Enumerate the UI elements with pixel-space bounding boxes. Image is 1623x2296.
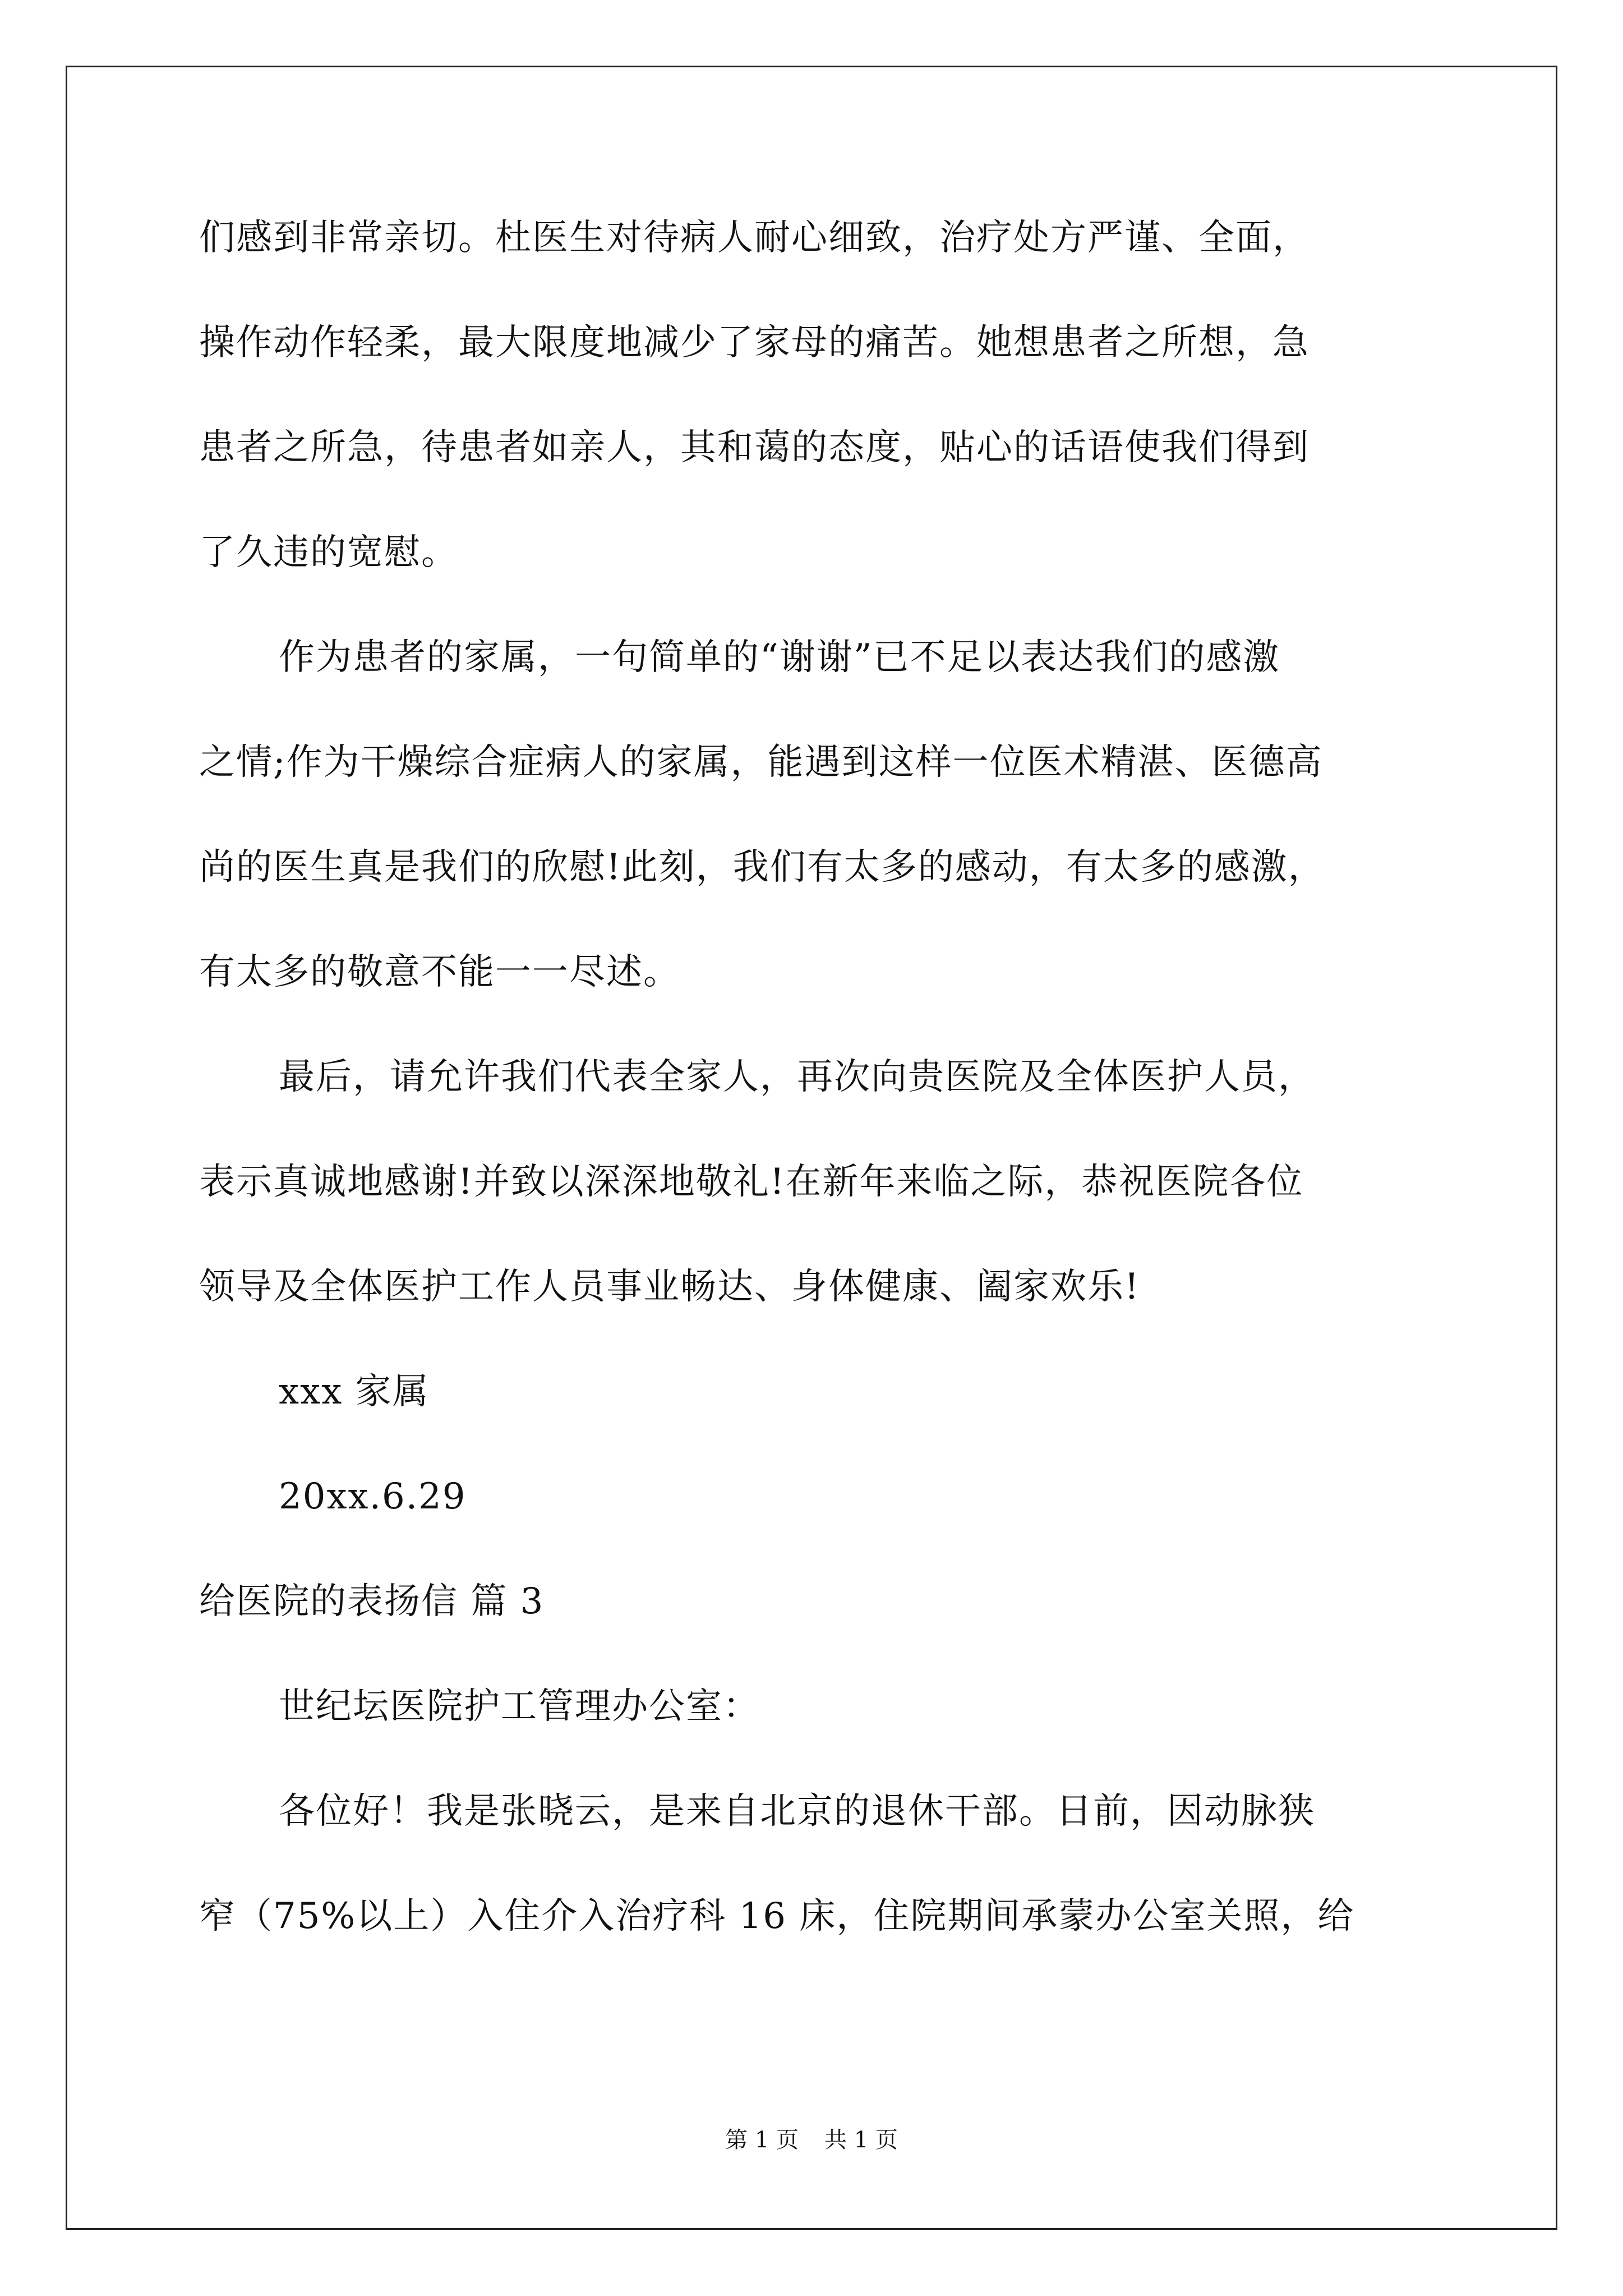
- body-line-4: 了久违的宽慰。: [199, 532, 458, 573]
- body-line-16: 各位好！我是张晓云，是来自北京的退休干部。日前，因动脉狭: [279, 1791, 1315, 1832]
- body-line-3: 患者之所急，待患者如亲人，其和蔼的态度，贴心的话语使我们得到: [199, 427, 1310, 468]
- signature-line: xxx 家属: [279, 1371, 430, 1412]
- body-line-7: 尚的医生真是我们的欣慰!此刻，我们有太多的感动，有太多的感激，: [199, 846, 1325, 888]
- page-footer: [0, 2129, 1623, 2151]
- body-line-11: 领导及全体医护工作人员事业畅达、身体健康、阖家欢乐!: [199, 1266, 1140, 1308]
- body-line-1: 们感到非常亲切。杜医生对待病人耐心细致，治疗处方严谨、全面，: [199, 217, 1310, 259]
- body-line-8: 有太多的敬意不能一一尽述。: [199, 951, 680, 993]
- body-line-2: 操作动作轻柔，最大限度地减少了家母的痛苦。她想患者之所想，急: [199, 322, 1310, 364]
- page-total: 共 1 页: [824, 2127, 898, 2153]
- salutation-line: 世纪坛医院护工管理办公室：: [279, 1686, 760, 1727]
- body-line-6: 之情;作为干燥综合症病人的家属，能遇到这样一位医术精湛、医德高: [199, 742, 1323, 783]
- body-line-17: 窄（75%以上）入住介入治疗科 16 床，住院期间承蒙办公室关照，给: [199, 1895, 1355, 1937]
- body-line-10: 表示真诚地感谢!并致以深深地敬礼!在新年来临之际，恭祝医院各位: [199, 1161, 1304, 1203]
- page-number: 第 1 页: [725, 2127, 799, 2153]
- body-line-5: 作为患者的家属，一句简单的“谢谢”已不足以表达我们的感激: [279, 637, 1280, 678]
- date-line: 20xx.6.29: [279, 1476, 467, 1517]
- body-line-9: 最后，请允许我们代表全家人，再次向贵医院及全体医护人员，: [279, 1056, 1315, 1098]
- section-heading: 给医院的表扬信 篇 3: [199, 1581, 545, 1622]
